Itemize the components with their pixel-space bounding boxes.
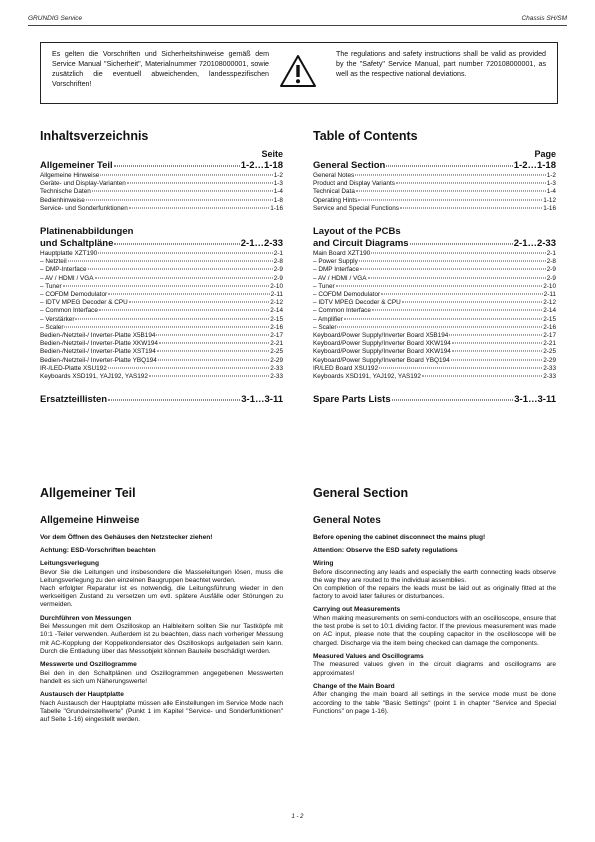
toc-entry[interactable]: [313, 324, 556, 332]
toc-entry-page: 2-1: [546, 250, 556, 258]
toc-entry-page: 2-16: [543, 323, 556, 331]
toc-entry-title: Keyboards XSD191, YAJ192, YAS192: [313, 373, 421, 381]
toc-entry[interactable]: [313, 205, 556, 213]
toc-entry-page: 2-9: [546, 274, 556, 282]
toc-section-spare-parts[interactable]: [40, 394, 283, 406]
toc-entry-title: – AV / HDMI / VGA: [313, 274, 367, 282]
safety-notice-english: The regulations and safety instructions shall be valid as provided by the "Safety" Service Manual, part number 720108000001, as well as the respective national deviations.: [336, 50, 546, 78]
toc-entry-title: – Power Supply: [313, 258, 358, 266]
dot-leader: [88, 269, 273, 270]
toc-entry-page: 1-2: [546, 172, 556, 179]
toc-entry-title: Geräte- und Display-Varianten: [40, 180, 126, 188]
notes-blocks: [40, 560, 283, 724]
dot-leader: [379, 367, 542, 368]
dot-leader: [159, 343, 269, 344]
toc-entry-page: 2-17: [270, 332, 283, 340]
toc-entry[interactable]: [40, 291, 283, 299]
dot-leader: [368, 277, 546, 278]
toc-section-general[interactable]: [40, 160, 283, 172]
toc-entry[interactable]: [40, 365, 283, 373]
dot-leader: [396, 183, 546, 184]
toc-entry-page: 2-14: [270, 307, 283, 315]
toc-entry[interactable]: [313, 275, 556, 283]
mains-plug-warning: Vor dem Öffnen des Gehäuses den Netzstecker ziehen!: [40, 534, 213, 541]
toc-entry-title: Bedien-/Netzteil-/ Inverter-Platte X5B194: [40, 332, 156, 340]
toc-entry-title: – Tuner: [40, 282, 62, 290]
note-heading: Austausch der Hauptplatte: [40, 691, 124, 699]
dot-leader: [452, 343, 542, 344]
toc-entry[interactable]: [313, 172, 556, 180]
toc-entry-page: 2-11: [270, 291, 283, 299]
toc-entry[interactable]: [40, 188, 283, 196]
toc-entry-page: 2-33: [543, 364, 556, 372]
dot-leader: [158, 359, 269, 360]
toc-entry[interactable]: [40, 205, 283, 213]
esd-warning: Achtung: ESD-Vorschriften beachten: [40, 547, 156, 554]
page-column-label: Seite: [261, 149, 283, 159]
header-rule: [28, 25, 567, 26]
toc-entry[interactable]: [40, 324, 283, 332]
toc-entry[interactable]: [40, 172, 283, 180]
dot-leader: [355, 175, 546, 176]
toc-entry-title: – DMP-Interface: [40, 266, 87, 274]
toc-entry-title: – Amplifier: [313, 315, 343, 323]
dot-leader: [114, 244, 239, 245]
note-paragraph: The measured values given in the circuit diagrams and oscillograms are approximates!: [313, 661, 556, 677]
toc-entry[interactable]: [313, 307, 556, 315]
toc-entry-page: 2-8: [273, 258, 283, 266]
toc-list: [313, 250, 556, 381]
toc-entry[interactable]: [313, 348, 556, 356]
toc-entry-title: Keyboards XSD191, YAJ192, YAS192: [40, 373, 148, 381]
dot-leader: [68, 261, 273, 262]
toc-german: [40, 128, 283, 406]
section-pages: 3-1…3-11: [514, 394, 556, 406]
general-section-german: [40, 485, 283, 724]
note-heading: Wiring: [313, 560, 334, 567]
toc-entry[interactable]: [40, 180, 283, 188]
note-paragraph: Bei Messungen mit dem Oszilloskop an Halbleitern sollten Sie nur Tastköpfe mit 10:1 -Teiler verwenden. Außerdem ist zu beachten, dass nach vorheriger Messung mit AC-Kopplung der Koppelkondensator des Oszilloskops aufgeladen sein kann. Durch die Entladung über das Messobjekt können Bauteile beschädigt werden.: [40, 623, 283, 655]
note-paragraph: Bei den in den Schaltplänen und Oszillogrammen angegebenen Messwerten handelt es sich um Näherungswerte!: [40, 669, 283, 685]
toc-entry-page: 2-15: [543, 315, 556, 323]
section-heading: Allgemeiner Teil: [40, 486, 136, 500]
toc-section-pcb-title: Layout of the PCBs: [313, 226, 401, 238]
toc-entry[interactable]: [313, 188, 556, 196]
toc-entry-page: 2-33: [270, 373, 283, 381]
toc-entry-title: Bedien-/Netzteil-/ Inverter-Platte YBQ194: [40, 356, 157, 364]
toc-entry-title: IR-/LED-Platte XSU192: [40, 364, 107, 372]
toc-entry[interactable]: [40, 316, 283, 324]
dot-leader: [451, 359, 543, 360]
toc-entry-title: Bedien-/Netzteil-/ Inverter-Platte XKW194: [40, 340, 158, 348]
safety-notice-german: Es gelten die Vorschriften und Sicherheitshinweise gemäß dem Service Manual "Sicherheit", Materialnummer 720108000001, sowie zusätzlich die eventuell abweichenden, landesspezifischen Vorschriften!: [52, 50, 269, 88]
dot-leader: [157, 351, 269, 352]
toc-entry-page: 1-16: [270, 204, 283, 212]
toc-entry-title: – Scaler: [313, 323, 337, 331]
section-title: General Section: [313, 160, 386, 171]
toc-entry-page: 2-8: [546, 258, 556, 266]
dot-leader: [372, 310, 542, 311]
section-title: Spare Parts Lists: [313, 394, 391, 406]
mains-plug-warning: Before opening the cabinet disconnect the mains plug!: [313, 534, 486, 541]
toc-english: [313, 128, 556, 406]
dot-leader: [452, 351, 542, 352]
toc-entry-title: Operating Hints: [313, 196, 358, 204]
dot-leader: [149, 376, 269, 377]
toc-section-pcb[interactable]: [313, 238, 556, 250]
dot-leader: [129, 207, 269, 208]
toc-entry[interactable]: [313, 197, 556, 205]
toc-entry-title: – IDTV MPEG Decoder & CPU: [313, 299, 401, 307]
note-heading: Messwerte und Oszillogramme: [40, 661, 137, 669]
toc-entry-title: – Common Interface: [313, 307, 371, 315]
toc-entry[interactable]: [313, 250, 556, 258]
dot-leader: [449, 335, 542, 336]
toc-list: [313, 172, 556, 213]
toc-title: Table of Contents: [313, 129, 418, 143]
toc-entry[interactable]: [313, 373, 556, 381]
toc-entry-page: 2-25: [543, 348, 556, 356]
toc-entry-page: 1-16: [543, 204, 556, 212]
toc-entry[interactable]: [40, 357, 283, 365]
section-pages: 3-1…3-11: [241, 394, 283, 406]
toc-entry-page: 2-33: [270, 364, 283, 372]
toc-entry[interactable]: [313, 266, 556, 274]
toc-entry[interactable]: [40, 373, 283, 381]
toc-entry[interactable]: [40, 266, 283, 274]
toc-list: [40, 172, 283, 213]
toc-entry-title: Keyboard/Power Supply/Inverter Board YBQ194: [313, 356, 450, 364]
esd-warning: Attention: Observe the ESD safety regulations: [313, 547, 458, 554]
toc-list: [40, 250, 283, 381]
section-pages: 2-1…2-33: [513, 238, 556, 250]
section-pages: 1-2…1-18: [513, 160, 556, 171]
toc-entry-page: 2-25: [270, 348, 283, 356]
note-heading: Durchführen von Messungen: [40, 614, 132, 622]
toc-entry-title: Service and Special Functions: [313, 204, 399, 212]
toc-entry-title: Product and Display Variants: [313, 180, 395, 188]
toc-entry[interactable]: [313, 316, 556, 324]
dot-leader: [75, 318, 269, 319]
dot-leader: [99, 310, 269, 311]
toc-entry-title: – Tuner: [313, 282, 335, 290]
toc-entry-page: 2-21: [270, 340, 283, 348]
toc-entry[interactable]: [313, 291, 556, 299]
toc-entry-page: 2-9: [273, 266, 283, 274]
dot-leader: [127, 183, 273, 184]
toc-entry-title: Technische Daten: [40, 188, 91, 196]
dot-leader: [108, 400, 240, 401]
dot-leader: [100, 175, 272, 176]
toc-entry[interactable]: [313, 365, 556, 373]
note-paragraph: When making measurements on semi-conductors with an oscilloscope, ensure that the test probe is set to 10:1 dividing factor. If the previous measurement was made on AC input, please note that the coupling capacitor in the oscilloscope will be charged. Discharge via the item being checked can damage the components.: [313, 615, 556, 647]
note-paragraph: Nach Austausch der Hauptplatte müssen alle Einstellungen im Service Mode nach Tabelle "Grundeinstellwerte" (Punkt 1 im Kapitel "Service- und Sonderfunktionen" auf Seite 1-16) eingestellt werden.: [40, 699, 283, 724]
toc-entry-page: 2-16: [270, 323, 283, 331]
general-section-english: [313, 485, 556, 716]
note-paragraph: Bevor Sie die Leitungen und insbesondere die Masseleitungen lösen, muss die Leitungsverlegung zu den einzelnen Baugruppen beachtet werden.: [40, 568, 283, 584]
toc-entry-title: Technical Data: [313, 188, 355, 196]
toc-entry[interactable]: [40, 283, 283, 291]
note-paragraph: Nach erfolgter Reparatur ist es notwendig, die Leitungsführung wieder in den werkseitigen Zustand zu versetzen um evtl. spätere Ausfälle oder Störungen zu vermeiden.: [40, 585, 283, 609]
dot-leader: [63, 285, 270, 286]
subsection-heading: General Notes: [313, 515, 381, 526]
note-paragraph: On completion of the repairs the leads must be laid out as originally fitted at the factory to avoid later failures or disturbances.: [313, 585, 556, 601]
toc-entry[interactable]: [40, 197, 283, 205]
dot-leader: [386, 166, 512, 167]
toc-entry[interactable]: [40, 348, 283, 356]
toc-entry-title: General Notes: [313, 172, 355, 179]
dot-leader: [92, 191, 273, 192]
section-title: und Schaltpläne: [40, 238, 114, 250]
page-column-label: Page: [534, 149, 556, 159]
section-title: and Circuit Diagrams: [313, 238, 409, 250]
note-heading: Change of the Main Board: [313, 682, 395, 690]
dot-leader: [392, 400, 514, 401]
page-number: 1 - 2: [291, 814, 304, 820]
header-brand: GRUNDIG Service: [28, 15, 83, 22]
dot-leader: [400, 207, 542, 208]
dot-leader: [108, 367, 269, 368]
dot-leader: [371, 253, 546, 254]
toc-entry-page: 2-33: [543, 373, 556, 381]
toc-entry-title: Keyboard/Power Supply/Inverter Board X5B194: [313, 332, 449, 340]
section-title: Ersatzteillisten: [40, 394, 108, 406]
toc-entry-page: 2-9: [546, 266, 556, 274]
header-chassis: Chassis SH/SM: [521, 15, 567, 22]
toc-entry-page: 1-8: [273, 196, 283, 204]
toc-entry-title: Bedien-/Netzteil-/ Inverter-Platte XST194: [40, 348, 156, 356]
toc-entry-title: Hauptplatte XZT190: [40, 250, 98, 258]
toc-entry-title: – Common Interface: [40, 307, 98, 315]
toc-entry[interactable]: [313, 332, 556, 340]
toc-entry-title: – AV / HDMI / VGA: [40, 274, 94, 282]
toc-section-spare-parts[interactable]: [313, 394, 556, 406]
toc-entry-title: – COFDM Demodulator: [40, 291, 108, 299]
dot-leader: [359, 261, 546, 262]
toc-entry[interactable]: [40, 332, 283, 340]
note-heading: Carrying out Measurements: [313, 606, 401, 614]
dot-leader: [402, 302, 542, 303]
dot-leader: [360, 269, 546, 270]
dot-leader: [344, 318, 542, 319]
toc-entry[interactable]: [313, 299, 556, 307]
toc-entry-page: 2-12: [270, 299, 283, 307]
dot-leader: [358, 199, 542, 200]
toc-entry-page: 2-21: [543, 340, 556, 348]
section-pages: 2-1…2-33: [240, 238, 283, 250]
toc-entry-page: 2-9: [273, 274, 283, 282]
toc-entry-page: 2-29: [270, 356, 283, 364]
dot-leader: [86, 199, 273, 200]
toc-entry[interactable]: [40, 340, 283, 348]
dot-leader: [337, 326, 542, 327]
toc-entry-title: Main Board XZT190: [313, 250, 371, 258]
toc-title: Inhaltsverzeichnis: [40, 129, 149, 143]
toc-entry[interactable]: [40, 275, 283, 283]
toc-entry-title: – DMP Interface: [313, 266, 360, 274]
toc-section-pcb[interactable]: [40, 238, 283, 250]
toc-entry[interactable]: [313, 180, 556, 188]
toc-entry[interactable]: [40, 250, 283, 258]
toc-entry-page: 2-1: [273, 250, 283, 258]
dot-leader: [64, 326, 269, 327]
section-title: Allgemeiner Teil: [40, 160, 113, 171]
dot-leader: [410, 244, 513, 245]
toc-entry-title: IR/LED Board XSU192: [313, 364, 379, 372]
note-paragraph: Before disconnecting any leads and especially the earth connecting leads observe the way they are routed to the individual assemblies.: [313, 568, 556, 584]
dot-leader: [95, 277, 273, 278]
toc-entry-title: – IDTV MPEG Decoder & CPU: [40, 299, 128, 307]
dot-leader: [156, 335, 269, 336]
toc-entry-title: – Verstärker: [40, 315, 75, 323]
toc-entry-page: 2-29: [543, 356, 556, 364]
dot-leader: [114, 166, 240, 167]
toc-entry-title: – COFDM Demodulator: [313, 291, 381, 299]
toc-entry-page: 2-11: [543, 291, 556, 299]
dot-leader: [381, 294, 543, 295]
toc-entry-title: Allgemeine Hinweise: [40, 172, 100, 179]
toc-entry-page: 1-3: [546, 180, 556, 188]
toc-entry[interactable]: [40, 258, 283, 266]
dot-leader: [336, 285, 543, 286]
toc-entry-title: – Netzteil: [40, 258, 67, 266]
toc-entry[interactable]: [313, 283, 556, 291]
toc-entry-title: – Scaler: [40, 323, 64, 331]
toc-section-general[interactable]: [313, 160, 556, 172]
section-heading: General Section: [313, 486, 409, 500]
toc-entry-title: Keyboard/Power Supply/Inverter Board XKW194: [313, 340, 451, 348]
dot-leader: [98, 253, 273, 254]
toc-entry[interactable]: [40, 299, 283, 307]
toc-entry-page: 1-12: [543, 196, 556, 204]
safety-notice-box: [40, 42, 558, 104]
toc-entry-page: 1-3: [273, 180, 283, 188]
toc-entry-page: 2-17: [543, 332, 556, 340]
toc-entry-page: 1-4: [546, 188, 556, 196]
toc-entry[interactable]: [313, 357, 556, 365]
toc-entry-title: Bedienhinweise: [40, 196, 85, 204]
toc-entry-page: 2-12: [543, 299, 556, 307]
dot-leader: [422, 376, 542, 377]
toc-entry-page: 2-15: [270, 315, 283, 323]
toc-entry[interactable]: [313, 340, 556, 348]
dot-leader: [129, 302, 269, 303]
toc-entry-page: 2-14: [543, 307, 556, 315]
note-heading: Leitungsverlegung: [40, 560, 99, 567]
toc-entry-title: Service- und Sonderfunktionen: [40, 204, 128, 212]
toc-entry-page: 1-4: [273, 188, 283, 196]
toc-entry-page: 1-2: [273, 172, 283, 179]
toc-section-pcb-title: Platinenabbildungen: [40, 226, 134, 238]
toc-entry-page: 2-10: [543, 282, 556, 290]
note-heading: Measured Values and Oscillograms: [313, 652, 424, 660]
toc-entry[interactable]: [40, 307, 283, 315]
section-pages: 1-2…1-18: [240, 160, 283, 171]
dot-leader: [356, 191, 546, 192]
dot-leader: [108, 294, 270, 295]
toc-entry[interactable]: [313, 258, 556, 266]
subsection-heading: Allgemeine Hinweise: [40, 515, 140, 526]
warning-triangle-icon: [279, 54, 317, 88]
notes-blocks: [313, 560, 556, 716]
note-paragraph: After changing the main board all settings in the service mode must be done according to the table "Basic Settings" (point 1 in chapter "Service and Special Functions" on page 1-16).: [313, 691, 556, 715]
toc-entry-page: 2-10: [270, 282, 283, 290]
toc-entry-title: Keyboard/Power Supply/Inverter Board XKW194: [313, 348, 451, 356]
